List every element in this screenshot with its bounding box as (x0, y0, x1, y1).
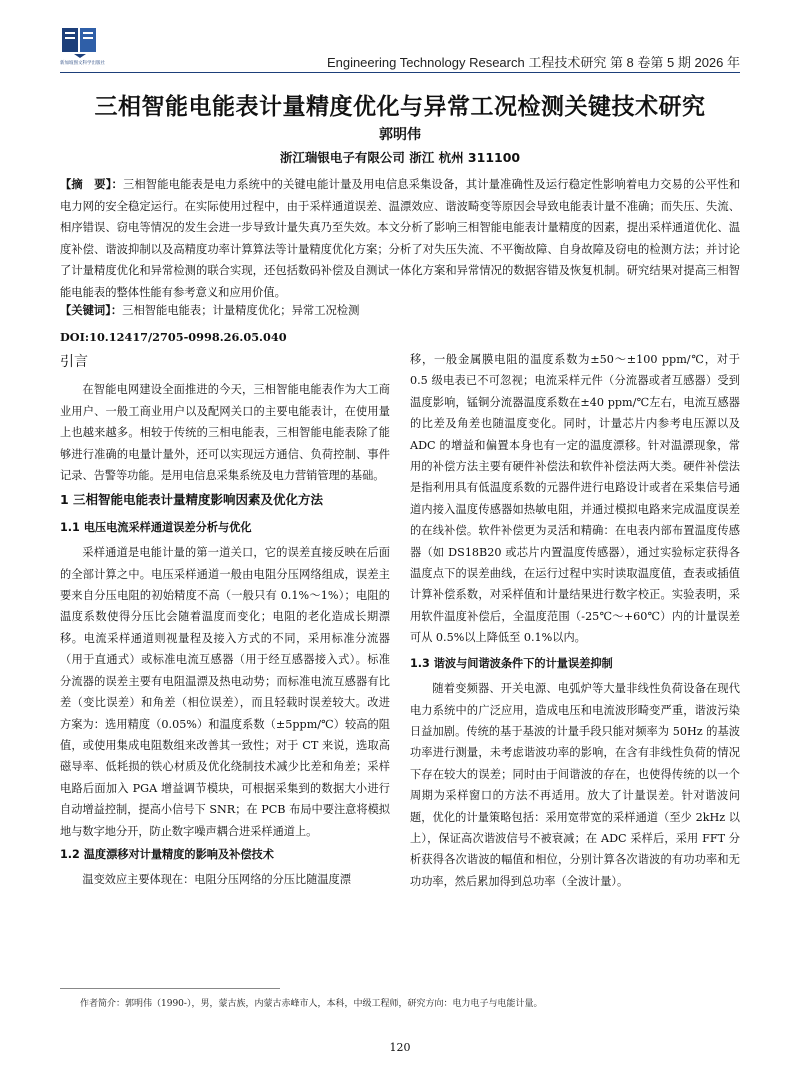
abstract-text: 三相智能电能表是电力系统中的关键电能计量及用电信息采集设备，其计量准确性及运行稳定性影响着电力交易的公平性和电力网的安全稳定运行。在实际使用过程中，由于采样通道误差、温漂效应、谐波畸变等原因会导致电能表计量不准确；而失压、失流、相序错误、窃电等情况的发生会进一步导致计量失真乃至失效。本文分析了影响三相智能电能表计量精度的因素，提出采样通道优化、温度补偿、谐波抑制以及高精度功率计算算法等计量精度优化方案；分析了对失压失流、不平衡故障、自身故障及窃电的检测方法；并讨论了计量精度优化和异常检测的联合实现，还包括数码补偿及自测试一体化方案和异常情况的数据容错及恢复机制。研究结果对提高三相智能电能表的整体性能有参考意义和应用价值。 (60, 178, 740, 299)
section-1-3-heading: 1.3 谐波与间谐波条件下的计量误差抑制 (410, 656, 613, 670)
journal-info: Engineering Technology Research 工程技术研究 第 8 卷第 5 期 2026 年 (326, 55, 740, 70)
keywords-text: 三相智能电能表；计量精度优化；异常工况检测 (122, 304, 360, 317)
publisher-logo (60, 24, 130, 70)
header-rule (60, 72, 740, 73)
logo-text: 新加坡图文科学出版社 (60, 61, 105, 66)
affiliation: 浙江瑞银电子有限公司 浙江 杭州 311100 (279, 150, 521, 165)
doi: DOI:10.12417/2705-0998.26.05.040 (60, 330, 287, 344)
section-1-1-heading: 1.1 电压电流采样通道误差分析与优化 (60, 520, 252, 534)
left-column (60, 350, 390, 891)
paper-title: 三相智能电能表计量精度优化与异常工况检测关键技术研究 (94, 94, 706, 120)
intro-paragraph: 在智能电网建设全面推进的今天，三相智能电能表作为大工商业用户、一般工商业用户以及配网关口的主要电能表计，在使用量上也越来越多。相较于传统的三相电能表，三相智能电能表除了能够进行准确的电量计量外，还可以实现远方通信、负荷控制、事件记录、告警等功能。是用电信息采集系统及电力营销管理的基础。 (60, 383, 390, 483)
intro-heading: 引言 (60, 354, 88, 370)
section-1-heading: 1 三相智能电能表计量精度影响因素及优化方法 (60, 492, 324, 508)
section-1-2-heading: 1.2 温度漂移对计量精度的影响及补偿技术 (60, 847, 274, 861)
section-1-3-paragraph: 随着变频器、开关电源、电弧炉等大量非线性负荷设备在现代电力系统中的广泛应用，造成电压和电流波形畸变严重，谐波污染日益加剧。传统的基于基波的计量手段只能对频率为 50Hz 的基波功率进行测量，未考虑谐波功率的影响，在含有非线性负荷的情况下存在较大的误差；同时由于间谐波的存在，也使得传统的以一个周期为采样窗口的方法不再适用。放大了计量误差。针对谐波问题，优化的计量策略包括：采用宽带宽的采样通道（至少 2kHz 以上），保证高次谐波信号不被衰减；在 ADC 采样后，采用 FFT 分析获得各次谐波的幅值和相位，分别计算各次谐波的有功功率和无功功率，然后累加得到总功率（全波计量）。 (410, 682, 740, 888)
abstract-label: 【摘 要】： (60, 178, 123, 191)
book-logo-icon (60, 24, 100, 58)
author-footnote: 作者简介：郭明伟（1990-），男，蒙古族，内蒙古赤峰市人，本科，中级工程师，研究方向：电力电子与电能计量。 (80, 999, 543, 1009)
keywords (60, 302, 740, 318)
author-name: 郭明伟 (379, 127, 421, 143)
abstract (60, 174, 740, 304)
section-1-1-paragraph: 采样通道是电能计量的第一道关口，它的误差直接反映在后面的全部计算之中。电压采样通道一般由电阻分压网络组成，误差主要来自分压电阻的初始精度不高（一般只有 0.1%～1%）；电阻的温度系数使得分压比会随着温度而变化；电阻的老化造成长期漂移。电流采样通道则视量程及接入方式的不同，采用标准分流器（用于直通式）或标准电流互感器（用于经互感器接入式）。标准分流器的误差主要有电阻温漂及热电动势；而标准电流互感器有比差（变比误差）和角差（相位误差），而且轻载时误差较大。改进方案为：选用精度（0.05%）和温度系数（±5ppm/℃）较高的阻值，或使用集成电阻数组来改善其一致性；对于 CT 来说，选取高磁导率、低耗损的铁心材质及优化绕制技术减少比差和角差；采样电路后面加入 PGA 增益调节模块，可根据采集到的数据大小进行自动增益控制，提高小信号下 SNR；在 PCB 布局中要注意将模拟地与数字地分开，防止数字噪声耦合进采样通道上。 (60, 546, 390, 838)
page-number: 120 (389, 1041, 411, 1054)
keywords-label: 【关键词】： (60, 304, 123, 317)
section-1-2-continued: 移，一般金属膜电阻的温度系数为±50～±100 ppm/℃，对于 0.5 级电表已不可忽视；电流采样元件（分流器或者互感器）受到温度影响，锰铜分流器温度系数在±40 ppm/℃左右，电流互感器的比差及角差也随温度变化。同时，计量芯片内参考电压源以及 ADC 的增益和偏置本身也有一定的温度漂移。针对温漂现象，常用的补偿方法主要有硬件补偿法和软件补偿法两大类。硬件补偿法是指利用具有低温度系数的元器件进行电路设计或者在采集信号通道内接入温度传感器如热敏电阻，并通过模拟电路来完成温度误差的在线补偿。软件补偿更为灵活和精确：在电表内部布置温度传感器（如 DS18B20 或芯片内置温度传感器），通过实验标定获得各温度点下的误差曲线，在运行过程中实时读取温度值，查表或插值计算补偿系数，对采样值和计量结果进行数字校正。实验表明，采用软件温度补偿后，全温度范围（-25℃～+60℃）内的计量误差可从 0.5%以上降低至 0.1%以内。 (410, 353, 740, 645)
footnote-rule (60, 988, 280, 989)
right-column (410, 349, 740, 892)
section-1-2-paragraph: 温变效应主要体现在：电阻分压网络的分压比随温度漂 (82, 873, 351, 887)
page-header (60, 24, 740, 70)
